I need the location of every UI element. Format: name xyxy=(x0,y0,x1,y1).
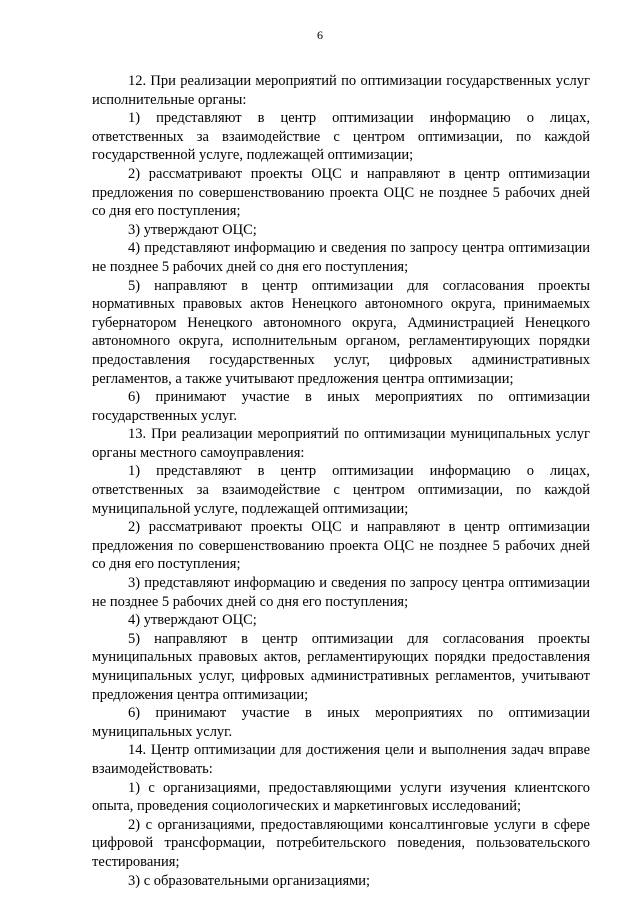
paragraph-13-item-6: 6) принимают участие в иных мероприятиях по оптимизации муниципальных услуг. xyxy=(92,705,590,740)
paragraph-12-item-6: 6) принимают участие в иных мероприятиях по оптимизации государственных услуг. xyxy=(92,389,590,424)
document-body xyxy=(92,72,590,890)
paragraph-14-intro: 14. Центр оптимизации для достижения цели и выполнения задач вправе взаимодействовать: xyxy=(92,742,590,777)
paragraph-14-item-1: 1) с организациями, предоставляющими услуги изучения клиентского опыта, проведения социологических и маркетинговых исследований; xyxy=(92,779,590,815)
paragraph-13-intro: 13. При реализации мероприятий по оптимизации муниципальных услуг органы местного самоуправления: xyxy=(92,426,590,461)
paragraph-12-item-5: 5) направляют в центр оптимизации для согласования проекты нормативных правовых актов Ненецкого автономного округа, принимаемых губернатором Ненецкого автономного округа, Администрацией Ненецкого автономного округа, исполнительным органом, регламентирующих порядки предоставления государственных услуг, цифровых административных регламентов, а также учитывают предложения центра оптимизации; xyxy=(92,277,590,387)
paragraph-12-item-4: 4) представляют информацию и сведения по запросу центра оптимизации не позднее 5 рабочих дней со дня его поступления; xyxy=(92,240,590,275)
paragraph-13-item-2: 2) рассматривают проекты ОЦС и направляют в центр оптимизации предложения по совершенствованию проекта ОЦС не позднее 5 рабочих дней со дня его поступления; xyxy=(92,519,590,573)
paragraph-12-item-1: 1) представляют в центр оптимизации информацию о лицах, ответственных за взаимодействие с центром оптимизации, по каждой государственной услуге, подлежащей оптимизации; xyxy=(92,110,590,164)
paragraph-14-item-2: 2) с организациями, предоставляющими консалтинговые услуги в сфере цифровой трансформации, потребительского поведения, пользовательского тестирования; xyxy=(92,816,590,870)
page-number: 6 xyxy=(317,28,323,42)
paragraph-12-intro: 12. При реализации мероприятий по оптимизации государственных услуг исполнительные органы: xyxy=(92,73,590,108)
paragraph-14-item-3: 3) с образовательными организациями; xyxy=(128,872,371,889)
paragraph-13-item-3: 3) представляют информацию и сведения по запросу центра оптимизации не позднее 5 рабочих дней со дня его поступления; xyxy=(92,575,590,610)
paragraph-12-item-3: 3) утверждают ОЦС; xyxy=(128,221,257,238)
paragraph-12-item-2: 2) рассматривают проекты ОЦС и направляют в центр оптимизации предложения по совершенствованию проекта ОЦС не позднее 5 рабочих дней со дня его поступления; xyxy=(92,165,590,220)
paragraph-13-item-4: 4) утверждают ОЦС; xyxy=(128,612,257,629)
paragraph-13-item-5: 5) направляют в центр оптимизации для согласования проекты муниципальных правовых актов, регламентирующих порядки предоставления муниципальных услуг, цифровых административных регламентов, учитывают предложения центра оптимизации; xyxy=(92,630,590,703)
paragraph-13-item-1: 1) представляют в центр оптимизации информацию о лицах, ответственных за взаимодействие с центром оптимизации, по каждой муниципальной услуге, подлежащей оптимизации; xyxy=(92,463,590,517)
